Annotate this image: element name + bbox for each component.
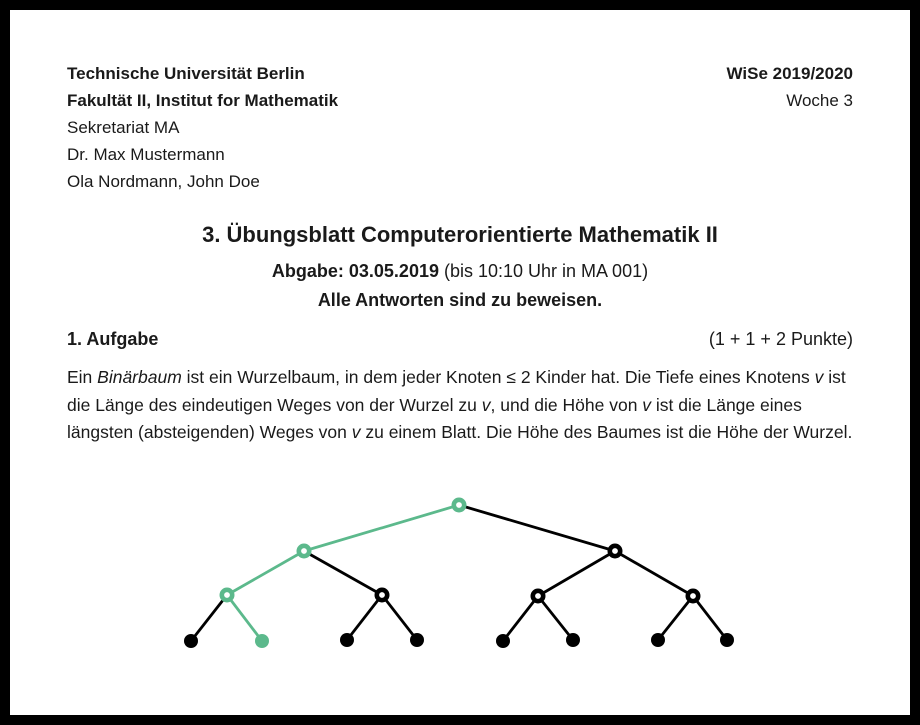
note-line: Alle Antworten sind zu beweisen. <box>317 290 603 310</box>
header-line: Fakultät II, Institut for Mathematik <box>67 91 339 110</box>
tree-internal-node-highlighted <box>222 590 232 600</box>
tree-edge <box>347 595 382 640</box>
header-line: Ola Nordmann, John Doe <box>67 172 260 191</box>
header-line: Dr. Max Mustermann <box>67 145 225 164</box>
tree-leaf-node <box>651 633 665 647</box>
tree-edge <box>693 596 727 640</box>
due-date-label: Abgabe: 03.05.2019 <box>271 261 439 281</box>
paragraph-text: ist die Länge des eindeutigen Weges von der Wurzel zu <box>67 367 846 415</box>
paragraph-text: Ein <box>67 367 98 387</box>
tree-edge <box>615 551 693 596</box>
header-line: Sekretariat MA <box>67 118 180 137</box>
institution-block <box>67 60 338 195</box>
tree-leaf-node <box>410 633 424 647</box>
tree-internal-node <box>688 591 698 601</box>
italic-term: v <box>642 394 652 415</box>
tree-edge-highlighted <box>227 595 262 641</box>
tree-edge <box>459 505 615 551</box>
semester-block <box>727 60 854 114</box>
document-page <box>10 10 910 715</box>
paragraph-text: , und die Höhe von <box>490 394 643 415</box>
tree-internal-node-highlighted <box>454 500 464 510</box>
italic-term: v <box>481 394 491 415</box>
due-line <box>10 258 910 285</box>
tree-leaf-node <box>496 634 510 648</box>
header-line: Woche 3 <box>786 91 853 110</box>
tree-edge <box>382 595 417 640</box>
paragraph-text: ist ein Wurzelbaum, in dem jeder Knoten ≤ 2 Kinder hat. Die Tiefe eines Knotens <box>181 367 815 387</box>
exercise-heading-row <box>67 327 853 351</box>
due-time-label: (bis 10:10 Uhr in MA 001) <box>438 261 649 281</box>
tree-internal-node <box>377 590 387 600</box>
tree-leaf-node <box>184 634 198 648</box>
tree-edge <box>538 551 615 596</box>
tree-internal-node <box>533 591 543 601</box>
italic-term: Binärbaum <box>97 367 182 387</box>
tree-edge <box>503 596 538 641</box>
exercise-paragraph <box>67 364 859 447</box>
header-line: WiSe 2019/2020 <box>726 64 853 83</box>
header-line: Technische Universität Berlin <box>67 64 305 83</box>
tree-edge <box>191 595 227 641</box>
exercise-points: (1 + 1 + 2 Punkte) <box>708 329 853 349</box>
italic-term: v <box>351 422 361 443</box>
tree-leaf-node <box>340 633 354 647</box>
tree-edge-highlighted <box>227 551 304 595</box>
exercise-heading: 1. Aufgabe <box>67 329 159 349</box>
sheet-title: 3. Übungsblatt Computerorientierte Mathematik II <box>202 222 718 247</box>
tree-edge <box>658 596 693 640</box>
tree-edge <box>304 551 382 595</box>
paragraph-text: zu einem Blatt. Die Höhe des Baumes ist die Höhe der Wurzel. <box>360 422 853 443</box>
tree-edge <box>538 596 573 640</box>
paragraph-text: ist die Länge eines längsten (absteigenden) Weges von <box>67 394 802 443</box>
tree-leaf-node <box>566 633 580 647</box>
tree-internal-node <box>610 546 620 556</box>
tree-internal-node-highlighted <box>299 546 309 556</box>
italic-term: v <box>814 367 824 387</box>
tree-edge-highlighted <box>304 505 459 551</box>
tree-leaf-node <box>720 633 734 647</box>
tree-leaf-node-highlighted <box>255 634 269 648</box>
